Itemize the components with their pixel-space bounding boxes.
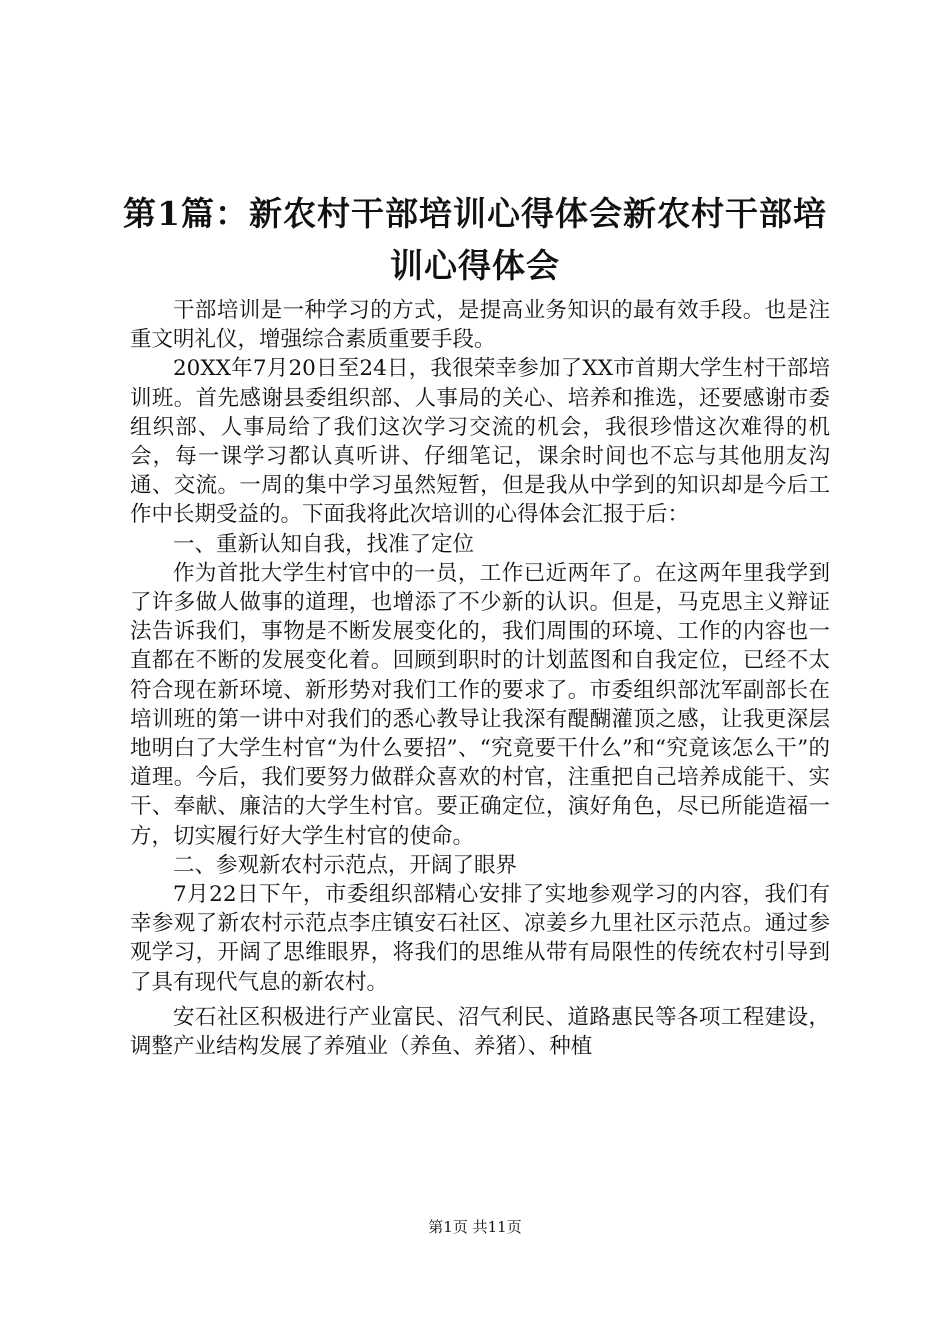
document-title: 第1篇：新农村干部培训心得体会新农村干部培训心得体会	[123, 194, 827, 285]
document-body	[130, 296, 830, 1061]
paragraph: 20XX年7月20日至24日，我很荣幸参加了XX市首期大学生村干部培训班。首先感谢县委组织部、人事局的关心、培养和推选，还要感谢市委组织部、人事局给了我们这次学习交流的机会，我很珍惜这次难得的机会，每一课学习都认真听讲、仔细笔记，课余时间也不忘与其他朋友沟通、交流。一周的集中学习虽然短暂，但是我从中学到的知识却是今后工作中长期受益的。下面我将此次培训的心得体会汇报于后：	[130, 356, 830, 528]
paragraph: 干部培训是一种学习的方式，是提高业务知识的最有效手段。也是注重文明礼仪，增强综合素质重要手段。	[130, 298, 830, 353]
paragraph: 作为首批大学生村官中的一员，工作已近两年了。在这两年里我学到了许多做人做事的道理，也增添了不少新的认识。但是，马克思主义辩证法告诉我们，事物是不断发展变化的，我们周围的环境、工作的内容也一直都在不断的发展变化着。回顾到职时的计划蓝图和自我定位，已经不太符合现在新环境、新形势对我们工作的要求了。市委组织部沈军副部长在培训班的第一讲中对我们的悉心教导让我深有醍醐灌顶之感，让我更深层地明白了大学生村官“为什么要招”、“究竟要干什么”和“究竟该怎么干”的道理。今后，我们要努力做群众喜欢的村官，注重把自己培养成能干、实干、奉献、廉洁的大学生村官。要正确定位，演好角色，尽已所能造福一方，切实履行好大学生村官的使命。	[130, 560, 830, 849]
paragraph: 安石社区积极进行产业富民、沼气利民、道路惠民等各项工程建设，调整产业结构发展了养殖业（养鱼、养猪）、种植	[130, 1004, 830, 1060]
paragraph: 7月22日下午，市委组织部精心安排了实地参观学习的内容，我们有幸参观了新农村示范点李庄镇安石社区、凉姜乡九里社区示范点。通过参观学习，开阔了思维眼界，将我们的思维从带有局限性的传统农村引导到了具有现代气息的新农村。	[130, 882, 830, 995]
section-heading: 一、重新认知自我，找准了定位	[173, 531, 475, 557]
section-heading: 二、参观新农村示范点，开阔了眼界	[173, 852, 518, 878]
page-footer: 第1页 共11页	[428, 1218, 522, 1236]
